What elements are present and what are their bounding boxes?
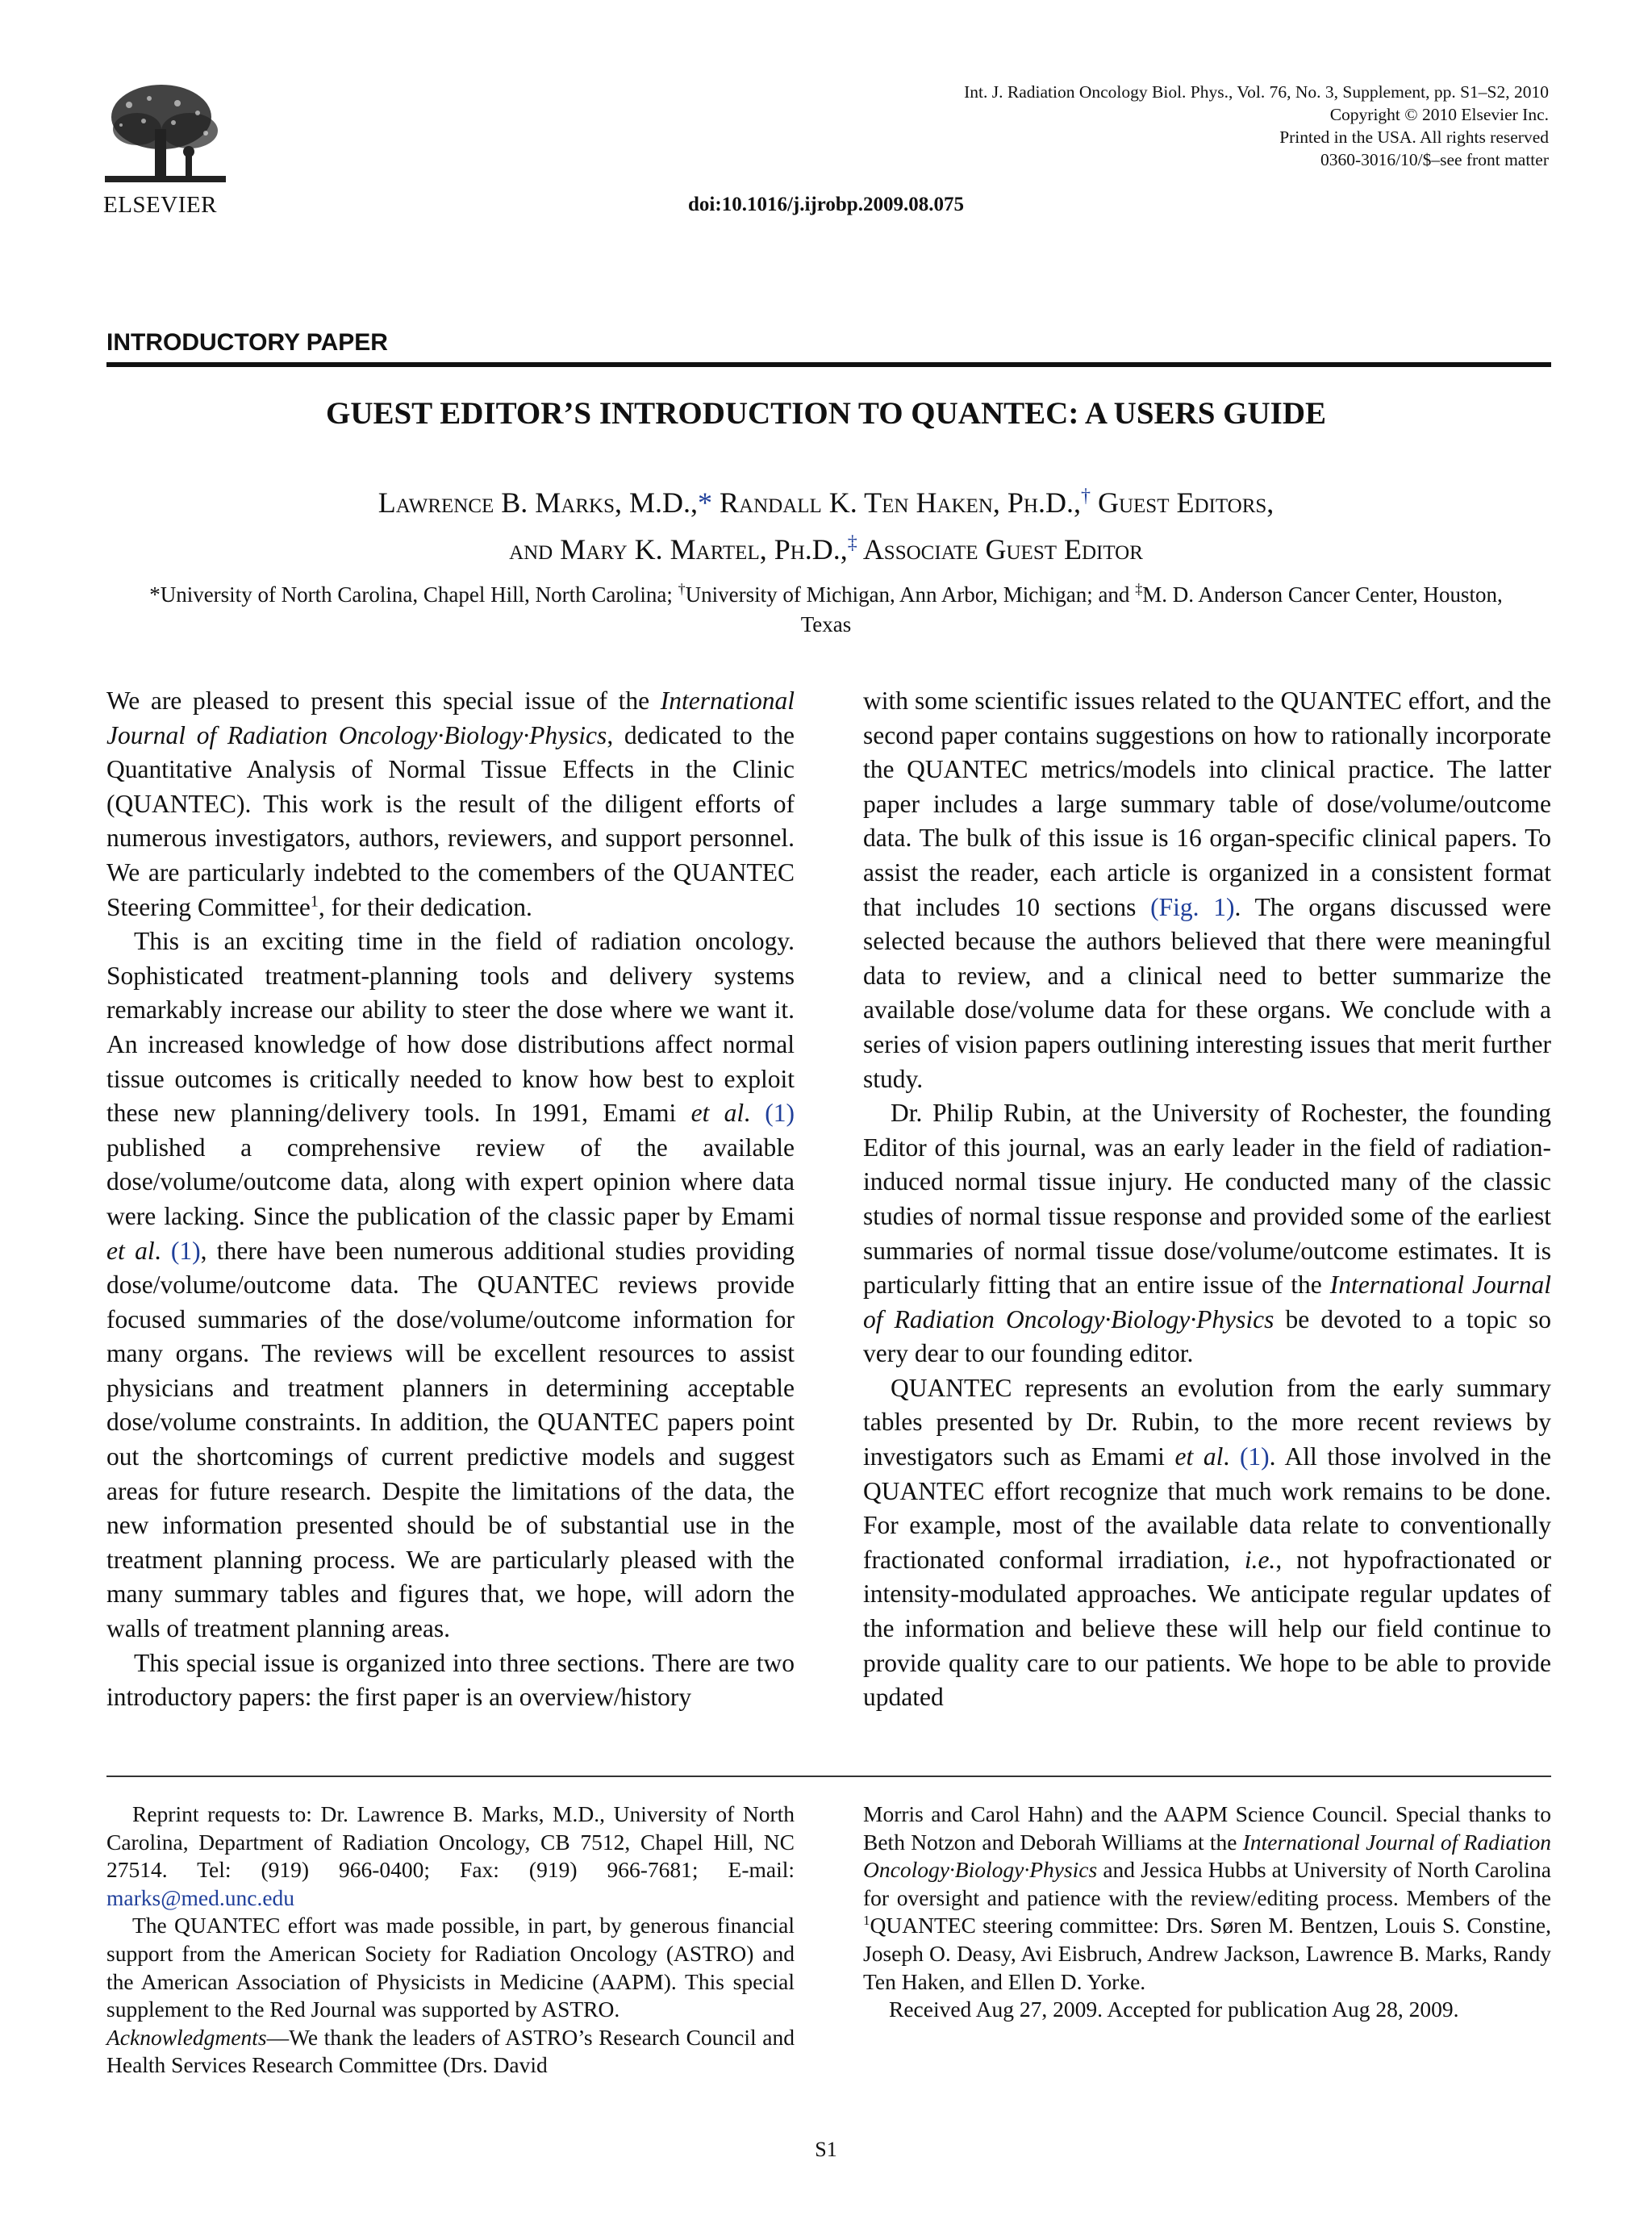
journal-name: International Journal of Radiation Oncology·Biology·Physics [106,686,795,749]
affiliation-text: *University of North Carolina, Chapel Hill, North Carolina; [149,582,678,607]
copyright-line: Copyright © 2010 Elsevier Inc. [1329,105,1549,124]
affiliation-marker: † [678,581,686,597]
journal-citation [742,81,1549,171]
footnote-divider [106,1776,1551,1777]
reprint-request: Reprint requests to: Dr. Lawrence B. Marks, M.D., University of North Carolina, Department of Radiation Oncology, CB 7512, Chapel Hill, NC 27514. Tel: (919) 966-0400; Fax: (919) 966-7681; E-mail: marks@med.unc.edu [106,1801,795,1910]
paragraph: This is an exciting time in the field of radiation oncology. Sophisticated treatment-planning tools and delivery systems remarkably increase our ability to steer the dose where we want it. An increased knowledge of how dose distributions affect normal tissue outcomes is critically needed to know how best to exploit these new planning/delivery tools. In 1991, Emami et al. (1) published a comprehensive review of the available dose/volume/outcome data, along with expert opinion where data were lacking. Since the publication of the classic paper by Emami et al. (1), there have been numerous additional studies providing dose/volume/outcome data. The QUANTEC reviews provide focused summaries of the dose/volume/outcome information for many organs. The reviews will be excellent resources to assist physicians and treatment planners in determining acceptable dose/volume constraints. In addition, the QUANTEC papers point out the shortcomings of current predictive models and suggest areas for future research. Despite the limitations of the data, the new information presented should be of substantial use in the treatment planning process. We are particularly pleased with the many summary tables and figures that, we hope, will adorn the walls of treatment planning areas. [106,927,795,1643]
author-role: Guest Editors, [1097,486,1274,519]
article-title: GUEST EDITOR’S INTRODUCTION TO QUANTEC: A USERS GUIDE [325,396,1327,431]
affiliation-marker[interactable]: † [1080,486,1091,507]
publisher-name: ELSEVIER [103,192,217,218]
footnote-ref: 1 [863,1913,870,1929]
journal-name: International Journal of Radiation Oncology·Biology·Physics [863,1271,1551,1333]
footnotes-left [106,1801,795,2080]
author-conjunction: and [509,533,553,565]
reference-link[interactable]: (1) [1239,1442,1270,1471]
paragraph: We are pleased to present this special issue of the International Journal of Radiation Oncology·Biology·Physics, dedicated to the Quantitative Analysis of Normal Tissue Effects in the Clinic (QUANTEC). This work is the result of the diligent efforts of numerous investigators, authors, reviewers, and support personnel. We are particularly indebted to the comembers of the QUANTEC Steering Committee$^1$, for their dedication. [106,686,795,921]
affiliation-text: University of Michigan, Ann Arbor, Michigan; and [685,582,1136,607]
email-link[interactable]: marks@med.unc.edu [106,1884,295,1910]
divider [106,362,1551,367]
footnotes-right [863,1801,1551,2024]
journal-line: Int. J. Radiation Oncology Biol. Phys., Vol. 76, No. 3, Supplement, pp. S1–S2, 2010 [964,82,1549,102]
paragraph: Dr. Philip Rubin, at the University of Rochester, the founding Editor of this journal, was an early leader in the field of radiation-induced normal tissue injury. He conducted many of the classic studies of normal tissue response and provided some of the earliest summaries of normal tissue dose/volume/outcome estimates. It is particularly fitting that an entire issue of the International Journal of Radiation Oncology·Biology·Physics be devoted to a topic so very dear to our founding editor. [863,1099,1551,1368]
section-label: INTRODUCTORY PAPER [106,329,388,356]
author-role: Associate Guest Editor [862,533,1143,565]
author-list [0,476,1652,570]
affiliation-marker[interactable]: * [698,486,713,519]
affiliations [145,574,1507,640]
paragraph-continued: with some scientific issues related to the QUANTEC effort, and the second paper contains suggestions on how to rationally incorporate the QUANTEC metrics/models into clinical practice. The latter paper includes a large summary table of dose/volume/outcome data. The bulk of this issue is 16 organ-specific clinical papers. To assist the reader, each article is organized in a consistent format that includes 10 sections (Fig. 1). The organs discussed were selected because the authors believed that there were meaningful data to review, and a clinical need to better summarize the available dose/volume data for these organs. We conclude with a series of vision papers outlining interesting issues that merit further study. [863,686,1552,1093]
affiliation-marker[interactable]: ‡ [847,532,857,553]
issn-line: 0360-3016/10/$–see front matter [1320,150,1549,169]
author-name: Lawrence B. Marks, M.D., [378,486,699,519]
figure-link[interactable]: (Fig. 1) [1150,892,1235,921]
affiliation-marker: ‡ [1135,581,1143,597]
acknowledgments: Acknowledgments—We thank the leaders of ASTRO’s Research Council and Health Services Research Committee (Drs. David [106,2024,795,2078]
received-dates: Received Aug 27, 2009. Accepted for publication Aug 28, 2009. [889,1997,1459,2022]
acknowledgments-continued: Morris and Carol Hahn) and the AAPM Science Council. Special thanks to Beth Notzon and Deborah Williams at the International Journal of Radiation Oncology·Biology·Physics and Jessica Hubbs at University of North Carolina for oversight and patience with the review/editing process. Members of the $^1$QUANTEC steering committee: Drs. Søren M. Bentzen, Louis S. Constine, Joseph O. Deasy, Avi Eisbruch, Andrew Jackson, Lawrence B. Marks, Randy Ten Haken, and Ellen D. Yorke. [863,1801,1551,1994]
doi: doi:10.1016/j.ijrobp.2009.08.075 [688,194,964,215]
acknowledgments-label: Acknowledgments [106,2024,267,2050]
paragraph: This special issue is organized into three sections. There are two introductory papers: the first paper is an overview/history [106,1648,795,1712]
author-name: Randall K. Ten Haken, Ph.D., [720,486,1081,519]
journal-name: International Journal of Radiation Oncology·Biology·Physics [863,1829,1551,1883]
footnote-ref: 1 [310,892,319,911]
page-number: S1 [815,2138,837,2161]
author-name: Mary K. Martel, Ph.D., [560,533,848,565]
reference-link[interactable]: (1) [170,1236,201,1265]
paragraph: QUANTEC represents an evolution from the early summary tables presented by Dr. Rubin, to the more recent reviews by investigators such as Emami et al. (1). All those involved in the QUANTEC effort recognize that much work remains to be done. For example, most of the available data relate to conventionally fractionated conformal irradiation, i.e., not hypofractionated or intensity-modulated approaches. We anticipate regular updates of the information and believe these will help our field continue to provide quality care to our patients. We hope to be able to provide updated [863,1373,1551,1712]
funding-note: The QUANTEC effort was made possible, in part, by generous financial support from the American Society for Radiation Oncology (ASTRO) and the American Association of Physicists in Medicine (AAPM). This special supplement to the Red Journal was supported by ASTRO. [106,1913,795,2022]
body-column-left [106,684,795,1715]
affiliation-text: M. D. Anderson Cancer Center, Houston, Texas [800,582,1503,636]
reference-link[interactable]: (1) [765,1099,795,1128]
rights-line: Printed in the USA. All rights reserved [1279,127,1549,147]
body-column-right [863,684,1551,1715]
